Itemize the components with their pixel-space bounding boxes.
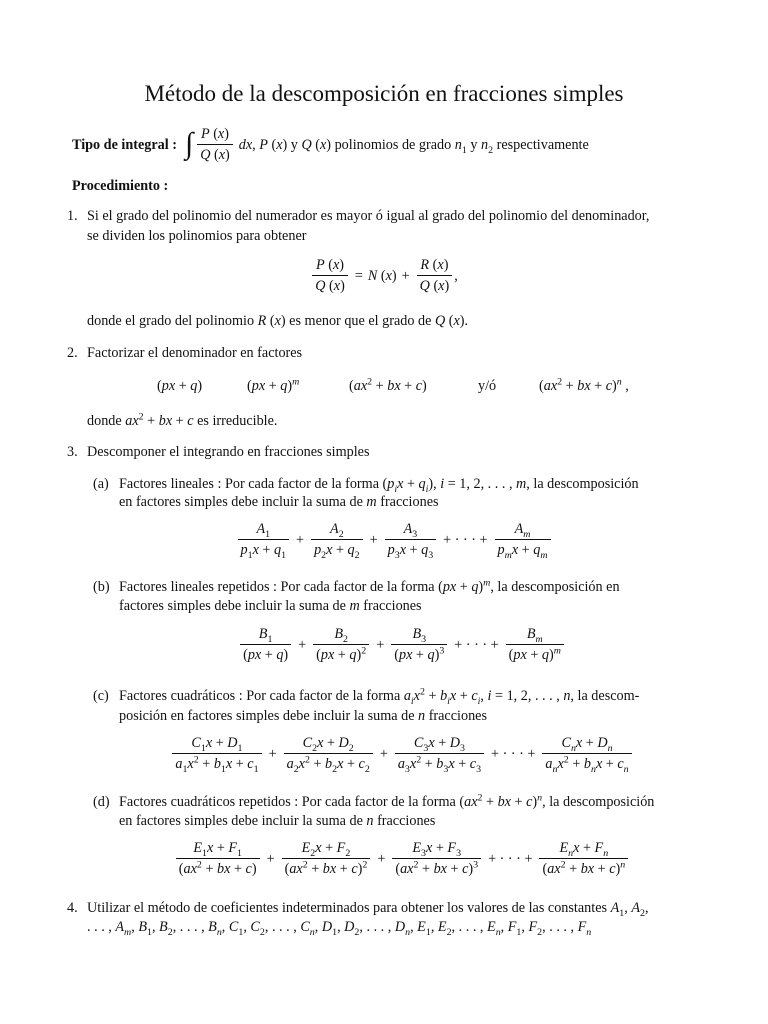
linear-factors-equation: $\frac{A_1}{p_1x + q_1}$ + $\frac{A_2}{p_2x + q_2}$ + $\frac{A_3}{p_3x + q_3}$ + · · · + $\frac{A_m}{p_mx + q_m}$ xyxy=(0,521,768,559)
repeated-quadratic-equation: $\frac{E_1x + F_1}{(ax^2 + bx + c)}$ + $\frac{E_2x + F_2}{(ax^2 + bx + c)^2}$ + $\frac{E_3x + F_3}{(ax^2 + bx + c)^3}$ + · · · + $\frac{E_nx + F_n}{(ax^2 + bx + c)^n}$ xyxy=(0,840,768,878)
substep-a-label: (a) xyxy=(93,476,109,492)
substep-d-label: (d) xyxy=(93,794,110,810)
substep-c-line-2: posición en factores simples debe incluir la suma de n fracciones xyxy=(119,708,487,724)
step-3-line-1: Descomponer el integrando en fracciones simples xyxy=(87,444,370,460)
substep-d-line-1: Factores cuadráticos repetidos : Por cada factor de la forma ($ax^2$ + bx + c)$^n$, la descomposición xyxy=(119,792,655,810)
step-number-2: 2. xyxy=(67,345,78,361)
step-number-4: 4. xyxy=(67,900,78,916)
substep-d-line-2: en factores simples debe incluir la suma de n fracciones xyxy=(119,813,436,829)
factor-linear-power: (px + q)$^m$ xyxy=(247,376,300,394)
integrand-fraction: $\frac{P (x)}{Q (x)}$ xyxy=(197,126,233,164)
substep-c-line-1: Factores cuadráticos : Por cada factor de la forma $a_ix^2 + b_ix + c_i$, i = 1, 2, . . . , n, la descom- xyxy=(119,686,640,707)
page-title: Método de la descomposición en fracciones simples xyxy=(144,81,624,106)
step-2-line-1: Factorizar el denominador en factores xyxy=(87,345,303,361)
repeated-linear-equation: $\frac{B_1}{(px + q)}$ + $\frac{B_2}{(px + q)^2}$ + $\frac{B_3}{(px + q)^3}$ + · · · + $\frac{B_m}{(px + q)^m}$ xyxy=(0,626,768,664)
factor-or-label: y/ó xyxy=(478,378,497,394)
factor-quadratic: ($ax^2$ + bx + c) xyxy=(349,376,427,394)
step-number-1: 1. xyxy=(67,208,78,224)
factor-linear: (px + q) xyxy=(157,378,203,394)
substep-b-label: (b) xyxy=(93,579,110,595)
integral-sign: ∫ xyxy=(184,126,194,160)
step-1-line-1: Si el grado del polinomio del numerador es mayor ó igual al grado del polinomio del denominador, xyxy=(87,208,650,224)
substep-b-line-2: factores simples debe incluir la suma de m fracciones xyxy=(119,598,422,614)
integral-type-line xyxy=(72,126,589,164)
substep-a-line-1: Factores lineales : Por cada factor de la forma $(p_ix + q_i)$, i = 1, 2, . . . , m, la descomposición xyxy=(119,476,639,495)
substep-a-line-2: en factores simples debe incluir la suma de m fracciones xyxy=(119,494,439,510)
integral-type-label: Tipo de integral : xyxy=(72,136,177,153)
step-1-line-2: se dividen los polinomios para obtener xyxy=(87,228,307,244)
division-equation: $\frac{P (x)}{Q (x)}$ = N (x) + $\frac{R (x)}{Q (x)}$ , xyxy=(0,257,768,295)
quadratic-factors-equation: $\frac{C_1x + D_1}{a_1x^2 + b_1x + c_1}$ + $\frac{C_2x + D_2}{a_2x^2 + b_2x + c_2}$ + $\frac{C_3x + D_3}{a_3x^2 + b_3x + c_3}$ + · · · + $\frac{C_nx + D_n}{a_nx^2 + b_nx + c_n}$ xyxy=(0,735,768,773)
step-1-after: donde el grado del polinomio R (x) es menor que el grado de Q (x). xyxy=(87,313,469,329)
procedure-label: Procedimiento : xyxy=(72,178,169,194)
step-4-line-2: . . . , $A_m$, $B_1$, $B_2$, . . . , $B_n$, $C_1$, $C_2$, . . . , $C_n$, $D_1$, $D_2$, . . . , $D_n$, $E_1$, $E_2$, . . . , $E_n$, $F_1$, $F_2$, . . . , $F_n$ xyxy=(87,919,592,938)
substep-c-label: (c) xyxy=(93,688,109,704)
step-number-3: 3. xyxy=(67,444,78,460)
factor-quadratic-power: ($ax^2$ + bx + c)$^n$ , xyxy=(539,376,629,394)
step-2-after: donde $ax^2$ + bx + c es irreducible. xyxy=(87,411,278,429)
integral-type-description: dx, P (x) y Q (x) polinomios de grado $n_1$ y $n_2$ respectivamente xyxy=(238,136,589,156)
substep-b-line-1: Factores lineales repetidos : Por cada factor de la forma (px + q)$^m$, la descomposición en xyxy=(119,577,620,595)
step-4-line-1: Utilizar el método de coeficientes indeterminados para obtener los valores de las constantes $A_1$, $A_2$, xyxy=(87,900,649,919)
